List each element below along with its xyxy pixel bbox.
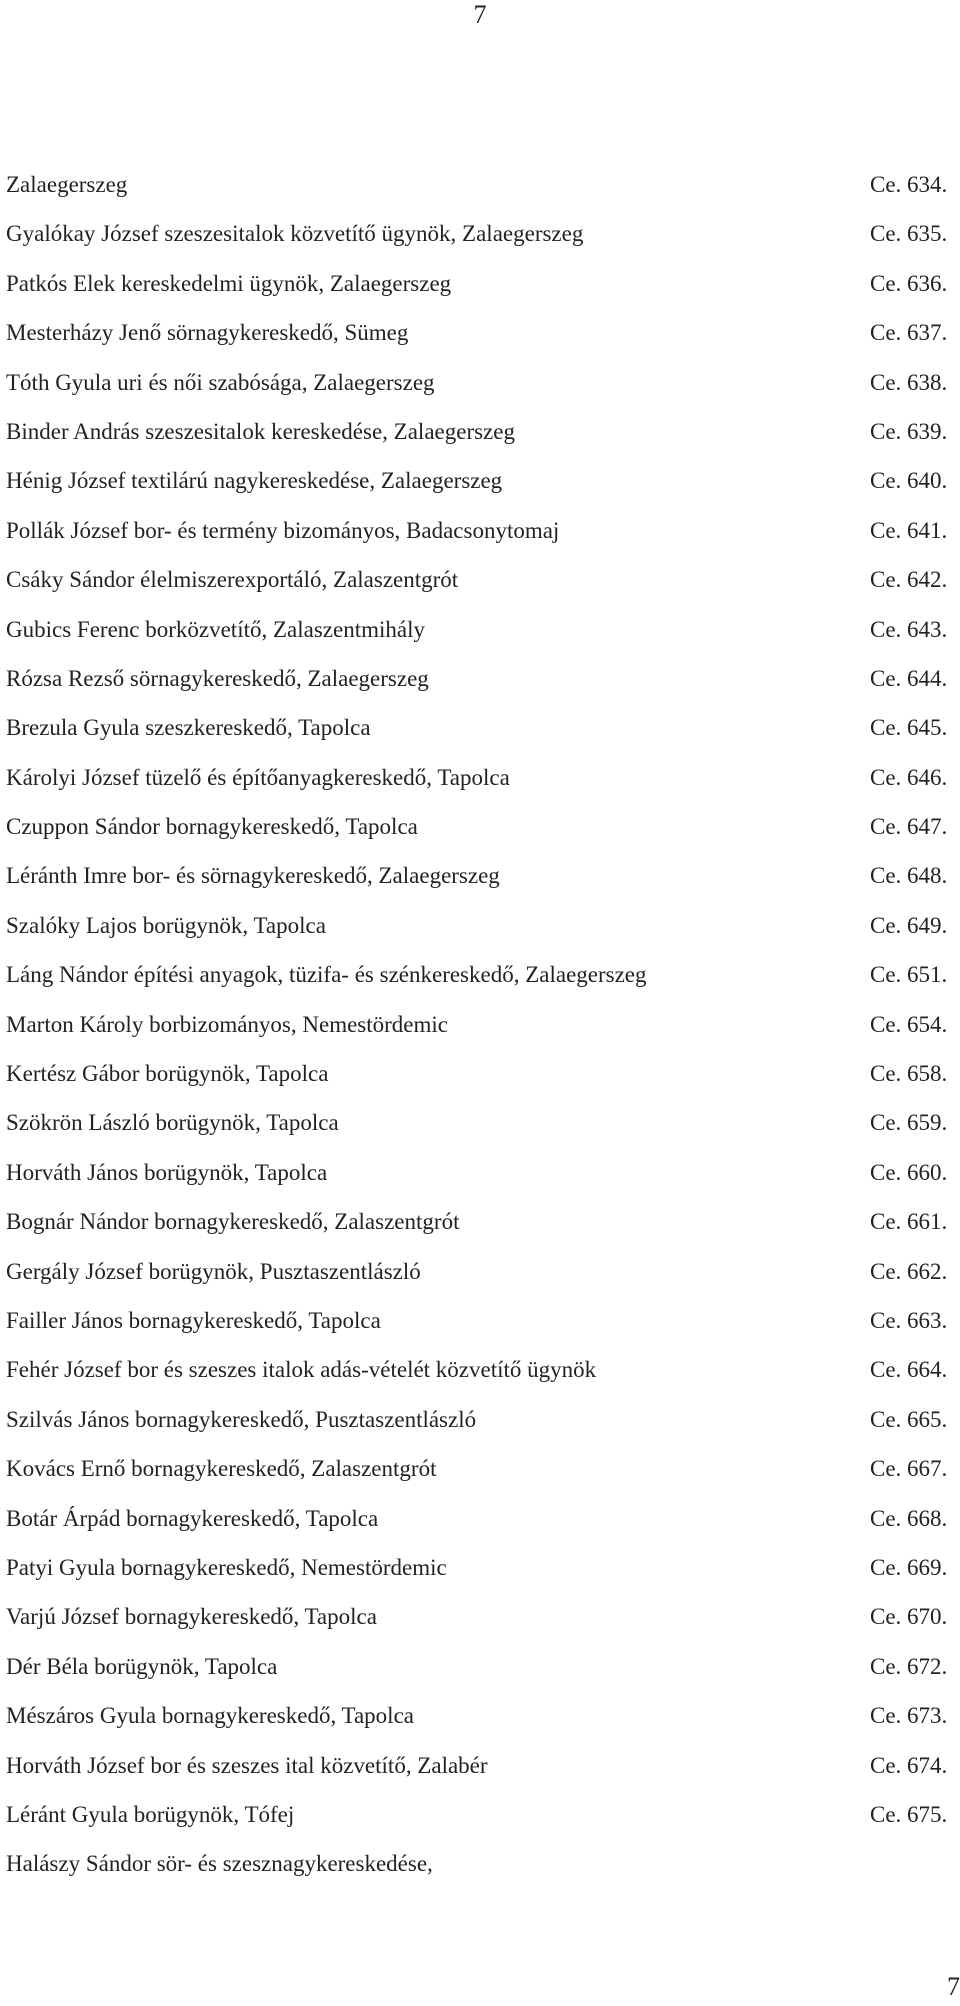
- list-item: [6, 219, 960, 268]
- list-item: [6, 1355, 960, 1404]
- list-item: [6, 1652, 960, 1701]
- entry-code: Ce. 636.: [870, 270, 948, 296]
- list-item: [6, 170, 960, 219]
- list-item: [6, 1108, 960, 1157]
- entry-text: Szilvás János bornagykereskedő, Pusztaszentlászló: [6, 1406, 477, 1432]
- entry-code: Ce. 651.: [870, 962, 948, 988]
- entry-text: Czuppon Sándor bornagykereskedő, Tapolca: [6, 814, 418, 840]
- entry-text: Pollák József bor- és termény bizományos, Badacsonytomaj: [6, 517, 560, 543]
- list-item: [6, 1701, 960, 1750]
- entry-text: Rózsa Rezső sörnagykereskedő, Zalaegerszeg: [6, 665, 429, 691]
- entry-code: Ce. 637.: [870, 320, 948, 346]
- entry-text: Kovács Ernő bornagykereskedő, Zalaszentgrót: [6, 1456, 437, 1482]
- entry-code: Ce. 673.: [870, 1703, 948, 1729]
- entry-text: Kertész Gábor borügynök, Tapolca: [6, 1061, 329, 1087]
- entry-text: Varjú József bornagykereskedő, Tapolca: [6, 1604, 377, 1630]
- list-item: [6, 565, 960, 614]
- entry-text: Brezula Gyula szeszkereskedő, Tapolca: [6, 715, 371, 741]
- list-item: [6, 1405, 960, 1454]
- list-item: [6, 1849, 960, 1898]
- list-item: [6, 812, 960, 861]
- entry-text: Horváth János borügynök, Tapolca: [6, 1159, 328, 1185]
- entry-text: Fehér József bor és szeszes italok adás-vételét közvetítő ügynök: [6, 1357, 597, 1383]
- entry-code: Ce. 639.: [870, 418, 948, 444]
- list-item: [6, 615, 960, 664]
- page-number-bottom: 7: [947, 1972, 960, 2001]
- list-item: [6, 417, 960, 466]
- entry-text: Binder András szeszesitalok kereskedése, Zalaegerszeg: [6, 418, 515, 444]
- list-item: [6, 1602, 960, 1651]
- list-item: [6, 911, 960, 960]
- list-item: [6, 1010, 960, 1059]
- entry-text: Csáky Sándor élelmiszerexportáló, Zalaszentgrót: [6, 567, 459, 593]
- list-item: [6, 1800, 960, 1849]
- entry-code: Ce. 645.: [870, 715, 948, 741]
- entry-text: Léránt Gyula borügynök, Tófej: [6, 1801, 295, 1827]
- entry-text: Horváth József bor és szeszes ital közvetítő, Zalabér: [6, 1752, 488, 1778]
- entry-code: Ce. 668.: [870, 1505, 948, 1531]
- entry-text: Szökrön László borügynök, Tapolca: [6, 1110, 339, 1136]
- entry-code: Ce. 644.: [870, 665, 948, 691]
- list-item: [6, 318, 960, 367]
- entry-code: Ce. 648.: [870, 863, 948, 889]
- list-item: [6, 1158, 960, 1207]
- entry-code: Ce. 664.: [870, 1357, 948, 1383]
- list-item: [6, 1553, 960, 1602]
- list-item: [6, 1751, 960, 1800]
- entry-text: Tóth Gyula uri és női szabósága, Zalaegerszeg: [6, 369, 435, 395]
- entry-text: Szalóky Lajos borügynök, Tapolca: [6, 912, 326, 938]
- entry-code: Ce. 667.: [870, 1456, 948, 1482]
- entry-code: Ce. 662.: [870, 1258, 948, 1284]
- page-number-top: 7: [473, 0, 487, 29]
- entry-code: Ce. 661.: [870, 1209, 948, 1235]
- list-item: [6, 466, 960, 515]
- list-item: [6, 1454, 960, 1503]
- entry-code: Ce. 643.: [870, 616, 948, 642]
- entry-text: Gergály József borügynök, Pusztaszentlászló: [6, 1258, 421, 1284]
- entry-code: Ce. 640.: [870, 468, 948, 494]
- entry-code: Ce. 646.: [870, 764, 948, 790]
- entry-text: Botár Árpád bornagykereskedő, Tapolca: [6, 1505, 379, 1531]
- entry-code: Ce. 647.: [870, 814, 948, 840]
- list-item: [6, 1207, 960, 1256]
- entry-code: Ce. 669.: [870, 1554, 948, 1580]
- list-item: [6, 763, 960, 812]
- entry-text: Gyalókay József szeszesitalok közvetítő ügynök, Zalaegerszeg: [6, 221, 584, 247]
- entry-text: Marton Károly borbizományos, Nemestördemic: [6, 1011, 448, 1037]
- entry-code: Ce. 642.: [870, 567, 948, 593]
- entry-text: Dér Béla borügynök, Tapolca: [6, 1653, 278, 1679]
- list-item: [6, 516, 960, 565]
- entry-text: Halászy Sándor sör- és szesznagykereskedése,: [6, 1851, 433, 1877]
- list-item: [6, 1059, 960, 1108]
- list-item: [6, 269, 960, 318]
- entry-code: Ce. 638.: [870, 369, 948, 395]
- entry-text: Mészáros Gyula bornagykereskedő, Tapolca: [6, 1703, 414, 1729]
- entry-text: Hénig József textilárú nagykereskedése, Zalaegerszeg: [6, 468, 503, 494]
- entry-text: Károlyi József tüzelő és építőanyagkereskedő, Tapolca: [6, 764, 510, 790]
- list-item: [6, 1306, 960, 1355]
- entry-code: Ce. 635.: [870, 221, 948, 247]
- entry-code: Ce. 665.: [870, 1406, 948, 1432]
- entry-list: [6, 170, 960, 1899]
- entry-code: Ce. 659.: [870, 1110, 948, 1136]
- list-item: [6, 664, 960, 713]
- entry-code: Ce. 674.: [870, 1752, 948, 1778]
- entry-text: Patyi Gyula bornagykereskedő, Nemestördemic: [6, 1554, 447, 1580]
- entry-text: Bognár Nándor bornagykereskedő, Zalaszentgrót: [6, 1209, 460, 1235]
- entry-text: Mesterházy Jenő sörnagykereskedő, Sümeg: [6, 320, 409, 346]
- list-item: [6, 713, 960, 762]
- entry-code: Ce. 672.: [870, 1653, 948, 1679]
- entry-code: Ce. 660.: [870, 1159, 948, 1185]
- entry-text: Gubics Ferenc borközvetítő, Zalaszentmihály: [6, 616, 425, 642]
- list-item: [6, 368, 960, 417]
- entry-text: Léránth Imre bor- és sörnagykereskedő, Zalaegerszeg: [6, 863, 500, 889]
- entry-code: Ce. 663.: [870, 1307, 948, 1333]
- entry-code: Ce. 670.: [870, 1604, 948, 1630]
- list-item: [6, 861, 960, 910]
- entry-text: Láng Nándor építési anyagok, tüzifa- és szénkereskedő, Zalaegerszeg: [6, 962, 647, 988]
- entry-code: Ce. 654.: [870, 1011, 948, 1037]
- entry-text: Failler János bornagykereskedő, Tapolca: [6, 1307, 381, 1333]
- entry-text: Zalaegerszeg: [6, 172, 128, 197]
- entry-code: Ce. 675.: [870, 1801, 948, 1827]
- list-item: [6, 1257, 960, 1306]
- entry-code: Ce. 641.: [870, 517, 948, 543]
- entry-code: Ce. 649.: [870, 912, 948, 938]
- list-item: [6, 1504, 960, 1553]
- entry-text: Patkós Elek kereskedelmi ügynök, Zalaegerszeg: [6, 270, 452, 296]
- entry-code: Ce. 634.: [870, 172, 948, 197]
- entry-code: Ce. 658.: [870, 1061, 948, 1087]
- list-item: [6, 960, 960, 1009]
